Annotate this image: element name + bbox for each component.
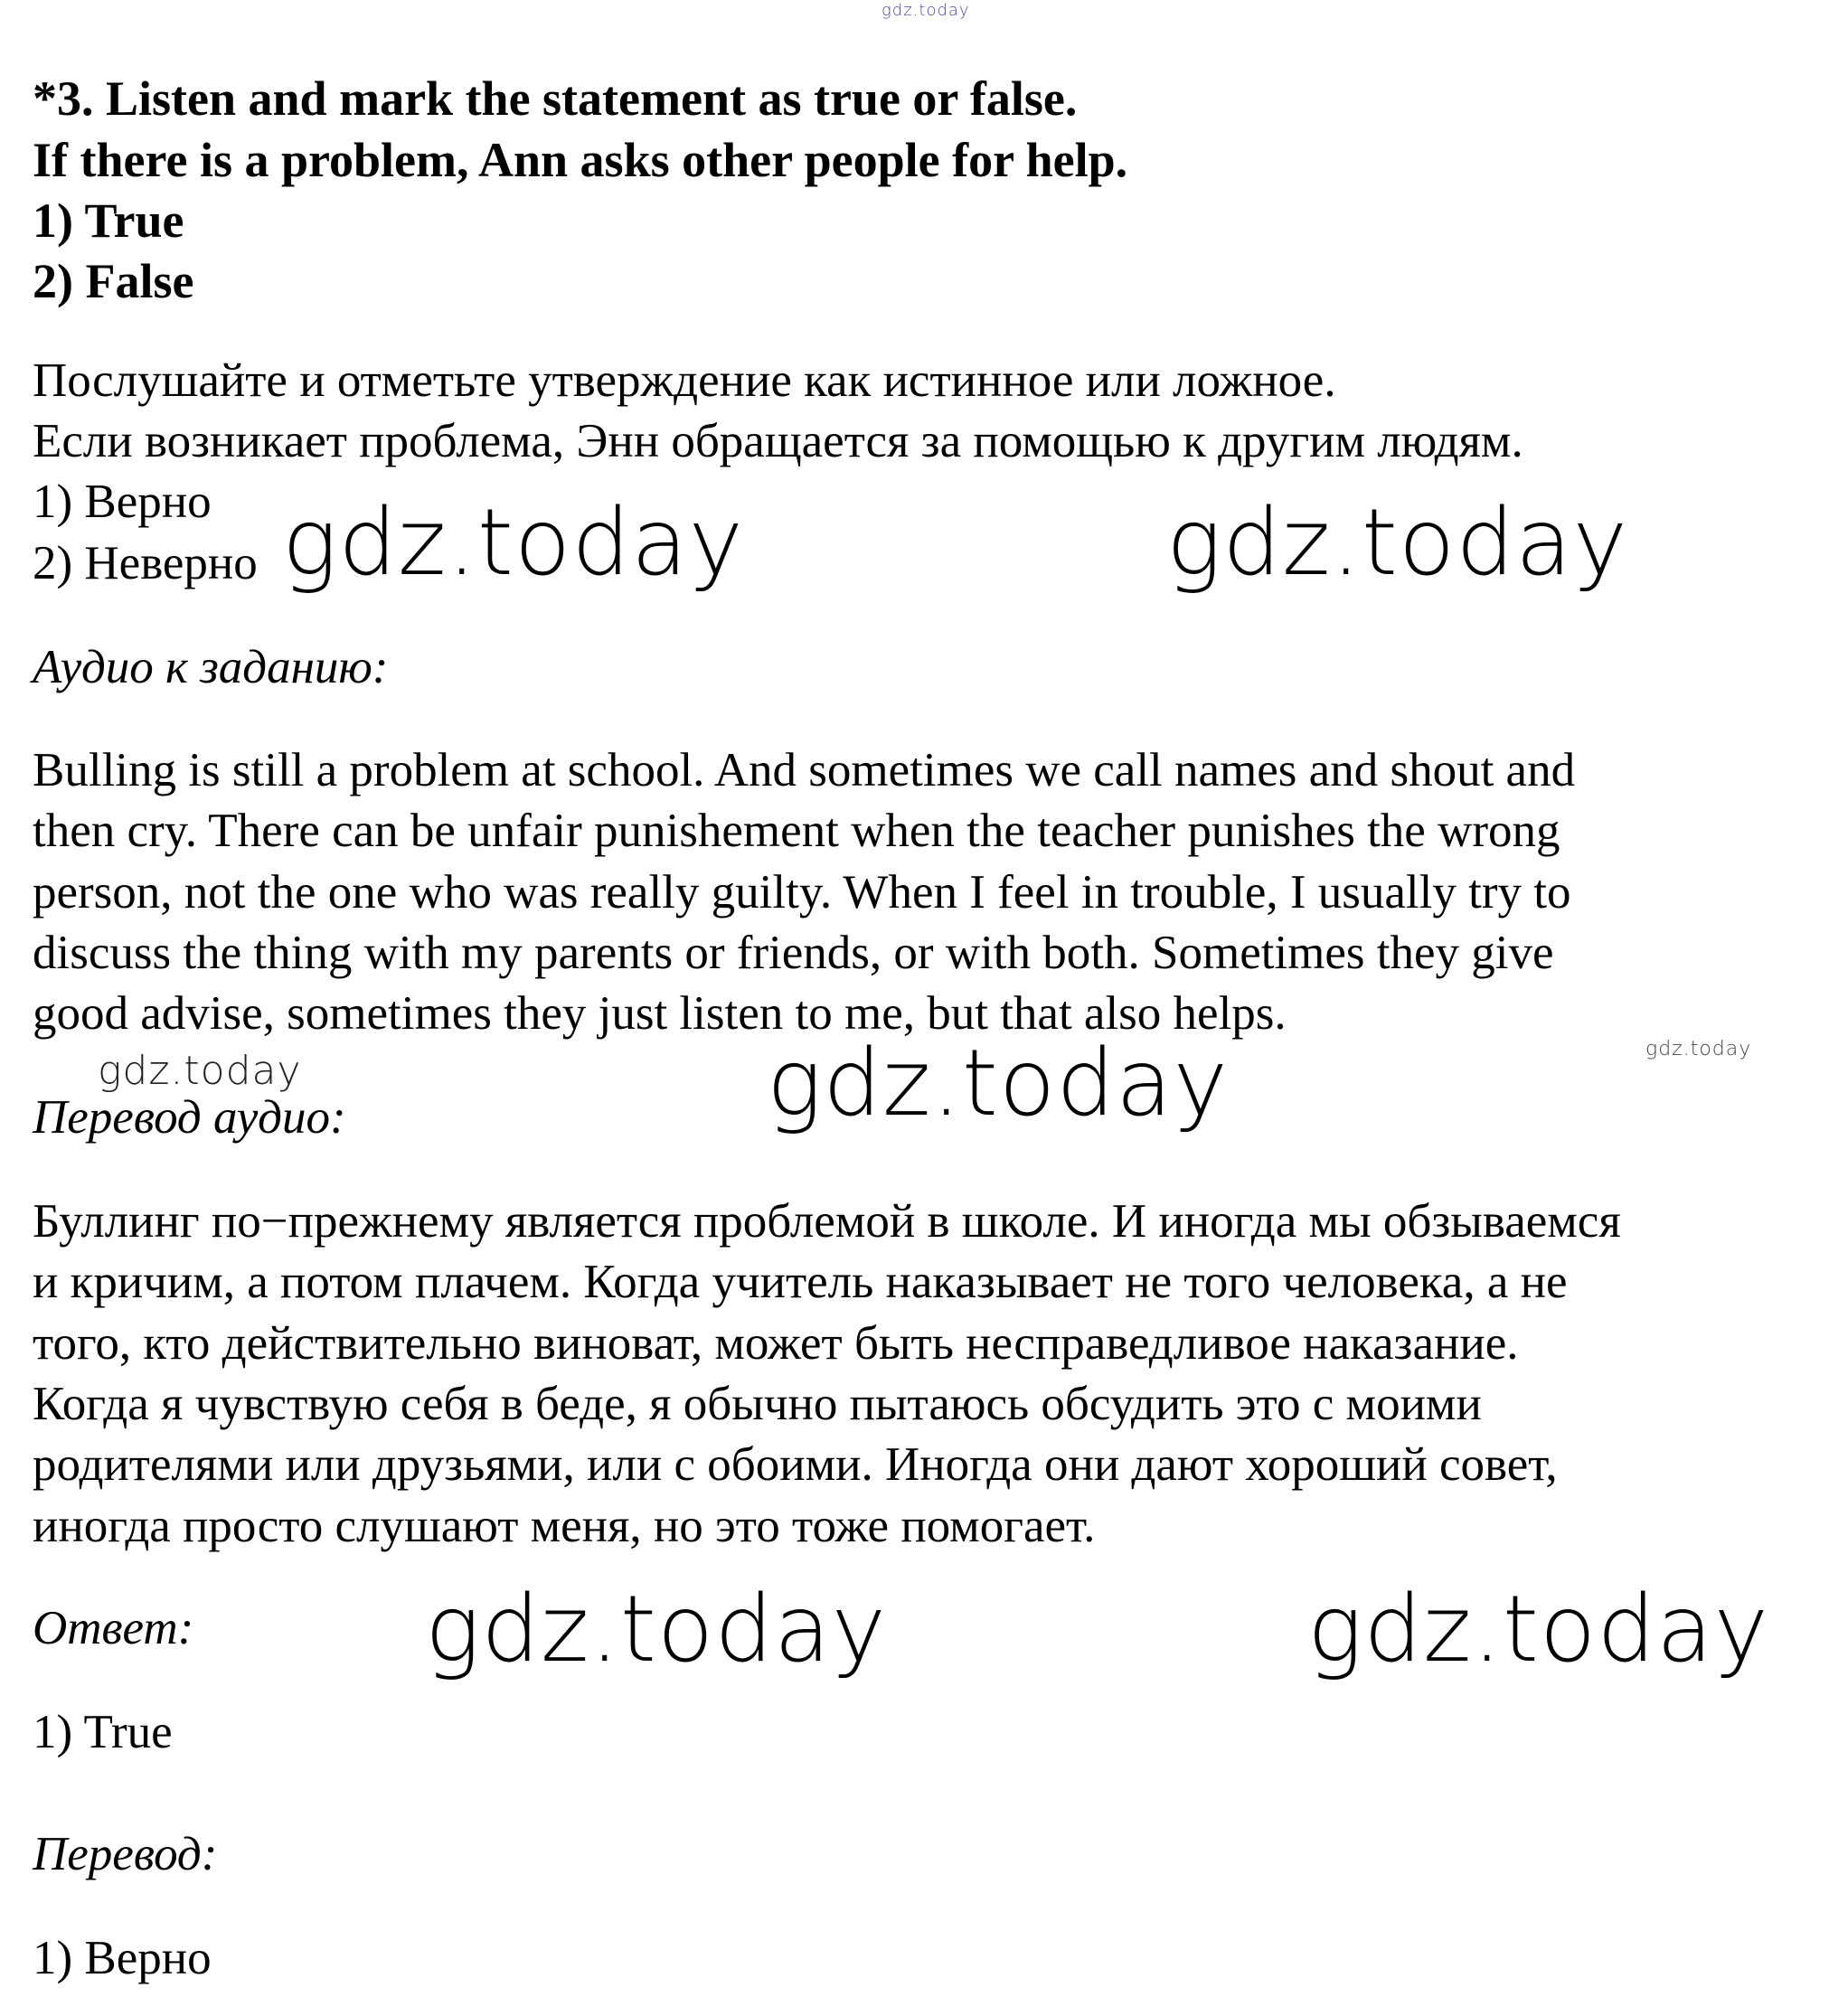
task-translation-line-1: Послушайте и отметьте утверждение как истинное или ложное. <box>33 354 1336 407</box>
audio-translation-line-5: родителями или друзьями, или с обоими. Иногда они дают хороший совет, <box>33 1438 1558 1491</box>
audio-translation-line-3: того, кто действительно виноват, может быть несправедливое наказание. <box>33 1317 1519 1370</box>
audio-line-2: then cry. There can be unfair punishement when the teacher punishes the wrong <box>33 805 1560 857</box>
answer-translation-heading: Перевод: <box>33 1828 218 1880</box>
answer-value: 1) True <box>33 1706 173 1758</box>
audio-heading: Аудио к заданию: <box>33 641 389 693</box>
answer-heading: Ответ: <box>33 1602 194 1654</box>
task-title: *3. Listen and mark the statement as true or false. <box>33 71 1078 126</box>
watermark-big-4: gdz.today <box>425 1576 887 1683</box>
task-statement: If there is a problem, Ann asks other people for help. <box>33 133 1128 187</box>
audio-line-1: Bulling is still a problem at school. And sometimes we call names and shout and <box>33 744 1576 796</box>
task-translation-option-1: 1) Верно <box>33 476 212 528</box>
task-option-2: 2) False <box>33 254 194 308</box>
task-translation-line-2: Если возникает проблема, Энн обращается за помощью к другим людям. <box>33 415 1523 467</box>
watermark-big-3: gdz.today <box>767 1030 1229 1137</box>
audio-line-3: person, not the one who was really guilty. When I feel in trouble, I usually try to <box>33 866 1571 919</box>
watermark-big-1: gdz.today <box>282 489 744 597</box>
watermark-big-5: gdz.today <box>1307 1576 1769 1683</box>
task-option-1: 1) True <box>33 193 184 248</box>
audio-translation-heading: Перевод аудио: <box>33 1091 346 1144</box>
audio-translation-line-4: Когда я чувствую себя в беде, я обычно пытаюсь обсудить это с моими <box>33 1378 1482 1430</box>
watermark-small-1: gdz.today <box>1645 1038 1752 1060</box>
audio-line-5: good advise, sometimes they just listen to me, but that also helps. <box>33 987 1287 1040</box>
task-translation-option-2: 2) Неверно <box>33 537 258 589</box>
watermark-top: gdz.today <box>882 1 970 20</box>
audio-translation-line-6: иногда просто слушают меня, но это тоже помогает. <box>33 1500 1096 1552</box>
answer-translation-value: 1) Верно <box>33 1932 212 1984</box>
watermark-mid-1: gdz.today <box>98 1048 302 1094</box>
audio-translation-line-1: Буллинг по−прежнему является проблемой в школе. И иногда мы обзываемся <box>33 1195 1621 1248</box>
audio-translation-line-2: и кричим, а потом плачем. Когда учитель наказывает не того человека, а не <box>33 1256 1568 1308</box>
watermark-big-2: gdz.today <box>1166 489 1628 597</box>
audio-line-4: discuss the thing with my parents or friends, or with both. Sometimes they give <box>33 927 1554 979</box>
